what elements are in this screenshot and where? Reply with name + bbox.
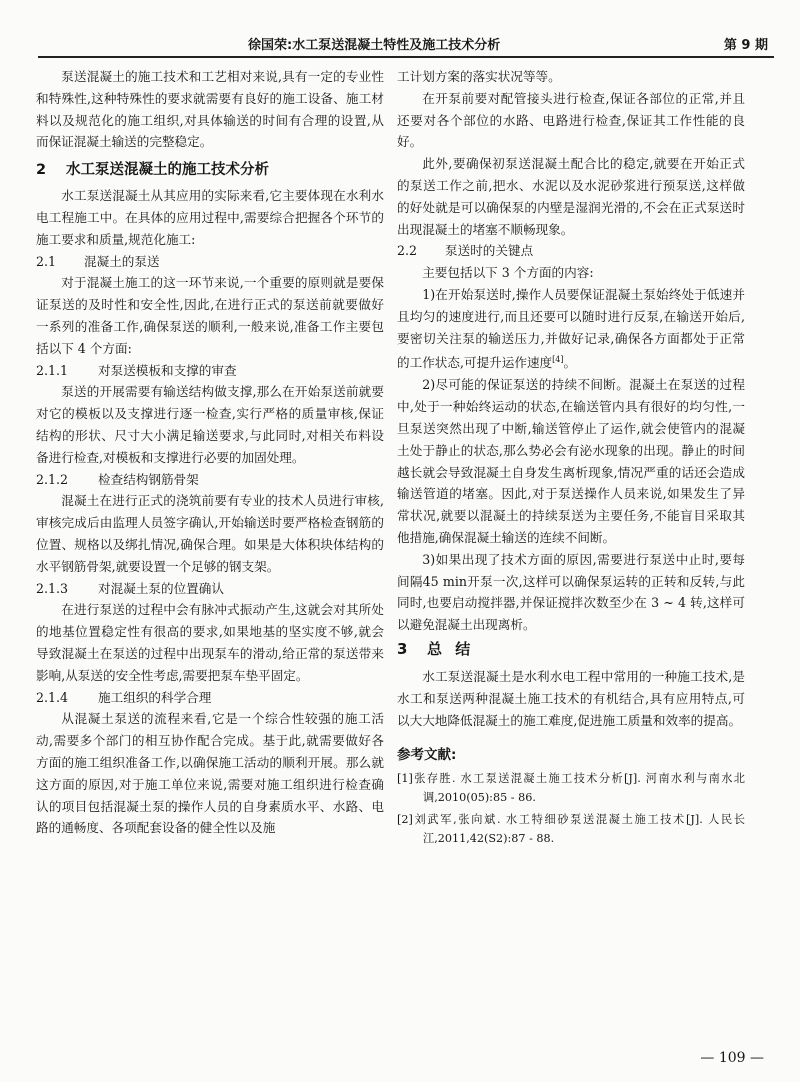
point-3-paragraph: 3)如果出现了技术方面的原因,需要进行泵送中止时,要每间隔45 min开泵一次,这样可以确保泵运转的正转和反转,与此同时,也要启动搅拌器,并保证搅拌次数至少在 3 ~ 4 转,这样可以避免混凝土出现离析。 bbox=[397, 551, 745, 633]
header-title: 徐国荣:水工泵送混凝土特性及施工技术分析 bbox=[248, 38, 501, 53]
point-1-paragraph bbox=[397, 284, 745, 374]
right-column bbox=[397, 66, 745, 851]
point-1-end: 。 bbox=[563, 355, 577, 371]
point-1-text: 1)在开始泵送时,操作人员要保证混凝土泵始终处于低速并且均匀的速度进行,而且还要可以随时进行反泵,在输送开始后,要密切关注泵的输送压力,并做好记录,确保各方面都处于正常的工作状态,可提升运作速度 bbox=[397, 286, 745, 371]
section-number: 2.1.2 bbox=[36, 471, 69, 487]
section-title: 总 结 bbox=[427, 639, 475, 658]
pipe-check-paragraph: 在开泵前要对配管接头进行检查,保证各部位的正常,并且还要对各个部位的水路、电路进行检查,保证其工作性能的良好。 bbox=[397, 90, 745, 150]
section-number: 2.1.4 bbox=[36, 689, 69, 705]
reference-item: [2]刘武军,张向斌. 水工特细砂泵送混凝土施工技术[J]. 人民长江,2011,42(S2):87 - 88. bbox=[397, 813, 745, 846]
section-2-1-1-heading bbox=[36, 360, 384, 382]
section-title: 泵送时的关键点 bbox=[445, 243, 534, 259]
reference-item: [1]张存胜. 水工泵送混凝土施工技术分析[J]. 河南水利与南水北调,2010(05):85 - 86. bbox=[397, 772, 745, 805]
running-header bbox=[38, 30, 774, 58]
section-2-1-1-paragraph: 泵送的开展需要有输送结构做支撑,那么在开始泵送前就要对它的模板以及支撑进行逐一检查,实行严格的质量审核,保证结构的形状、尺寸大小满足输送要求,与此同时,对相关布料设备进行检查,对模板和支撑进行必要的加固处理。 bbox=[36, 384, 384, 465]
section-number: 3 bbox=[397, 639, 408, 658]
section-title: 对泵送模板和支撑的审查 bbox=[98, 362, 237, 378]
section-2-2-intro: 主要包括以下 3 个方面的内容: bbox=[422, 265, 594, 281]
section-number: 2.1.3 bbox=[36, 580, 69, 596]
citation-link[interactable]: [4] bbox=[552, 355, 564, 365]
page-number: — 109 — bbox=[700, 1050, 764, 1066]
intro-paragraph: 泵送混凝土的施工技术和工艺相对来说,具有一定的专业性和特殊性,这种特殊性的要求就需要有良好的施工设备、施工材料以及规范化的施工组织,对具体输送的时间有合理的设置,从而保证混凝土输送的完整稳定。 bbox=[36, 69, 384, 150]
header-issue: 第 9 期 bbox=[723, 38, 768, 53]
section-number: 2.1.1 bbox=[36, 362, 69, 378]
mix-ratio-paragraph: 此外,要确保初泵送混凝土配合比的稳定,就要在开始正式的泵送工作之前,把水、水泥以及水泥砂浆进行预泵送,这样做的好处就是可以确保泵的内壁是湿润光滑的,不会在正式泵送时出现混凝土的堵塞不顺畅现象。 bbox=[397, 156, 745, 237]
section-number: 2.2 bbox=[397, 243, 418, 259]
section-2-1-paragraph: 对于混凝土施工的这一环节来说,一个重要的原则就是要保证泵送的及时性和安全性,因此,在进行正式的泵送前就要做好一系列的准备工作,确保泵送的顺利,一般来说,准备工作主要包括以下 4 个方面: bbox=[36, 275, 384, 356]
section-title: 检查结构钢筋骨架 bbox=[98, 471, 199, 487]
section-2-paragraph: 水工泵送混凝土从其应用的实际来看,它主要体现在水利水电工程施工中。在具体的应用过程中,需要综合把握各个环节的施工要求和质量,规范化施工: bbox=[36, 188, 384, 247]
section-number: 2 bbox=[36, 162, 47, 179]
section-title: 对混凝土泵的位置确认 bbox=[98, 580, 224, 596]
continued-paragraph: 工计划方案的落实状况等等。 bbox=[397, 69, 561, 84]
section-2-2-heading bbox=[397, 240, 745, 262]
section-title: 施工组织的科学合理 bbox=[98, 689, 212, 705]
section-2-1-4-heading bbox=[36, 687, 384, 709]
point-2-paragraph: 2)尽可能的保证泵送的持续不间断。混凝土在泵送的过程中,处于一种始终运动的状态,在输送管内具有很好的均匀性,一旦泵送突然出现了中断,输送管停止了运作,就会使管内的混凝土处于静止的状态,那么势必会有泌水现象的出现。静止的时间越长就会导致混凝土自身发生离析现象,情况严重的话还会造成输送管道的堵塞。因此,对于泵送操作人员来说,如果发生了异常状况,就要以混凝土的持续泵送为主要任务,不能盲目采取其他措施,确保混凝土输送的连续不间断。 bbox=[397, 377, 745, 545]
section-3-heading bbox=[397, 638, 745, 660]
section-title: 混凝土的泵送 bbox=[84, 253, 160, 269]
section-2-1-2-paragraph: 混凝土在进行正式的浇筑前要有专业的技术人员进行审核,审核完成后由监理人员签字确认,开始输送时要严格检查钢筋的位置、规格以及绑扎情况,确保合理。如果是大体积块体结构的水平钢筋骨架,就要设置一个足够的钢支架。 bbox=[36, 493, 384, 574]
summary-paragraph: 水工泵送混凝土是水利水电工程中常用的一种施工技术,是水工和泵送两种混凝土施工技术的有机结合,具有应用特点,可以大大地降低混凝土的施工难度,促进施工质量和效率的提高。 bbox=[397, 668, 745, 728]
section-2-1-4-paragraph: 从混凝土泵送的流程来看,它是一个综合性较强的施工活动,需要多个部门的相互协作配合完成。基于此,就需要做好各方面的施工组织准备工作,以确保施工活动的顺利开展。那么就这方面的原因,对于施工单位来说,需要对施工组织进行检查确认的项目包括混凝土泵的操作人员的自身素质水平、水路、电路的通畅度、各项配套设备的健全性以及施 bbox=[36, 711, 384, 836]
section-number: 2.1 bbox=[36, 253, 57, 269]
references-heading: 参考文献: bbox=[397, 747, 457, 764]
section-2-heading bbox=[36, 159, 384, 181]
section-2-1-2-heading bbox=[36, 469, 384, 491]
section-2-1-3-paragraph: 在进行泵送的过程中会有脉冲式振动产生,这就会对其所处的地基位置稳定性有很高的要求,如果地基的坚实度不够,就会导致混凝土在泵送的过程中出现泵车的滑动,给正常的泵送带来影响,从泵送的安全性考虑,需要把泵车垫平固定。 bbox=[36, 602, 384, 683]
section-2-1-3-heading bbox=[36, 578, 384, 600]
left-column bbox=[36, 66, 384, 839]
section-2-1-heading bbox=[36, 251, 384, 273]
section-title: 水工泵送混凝土的施工技术分析 bbox=[66, 162, 269, 179]
references-list bbox=[397, 769, 745, 848]
